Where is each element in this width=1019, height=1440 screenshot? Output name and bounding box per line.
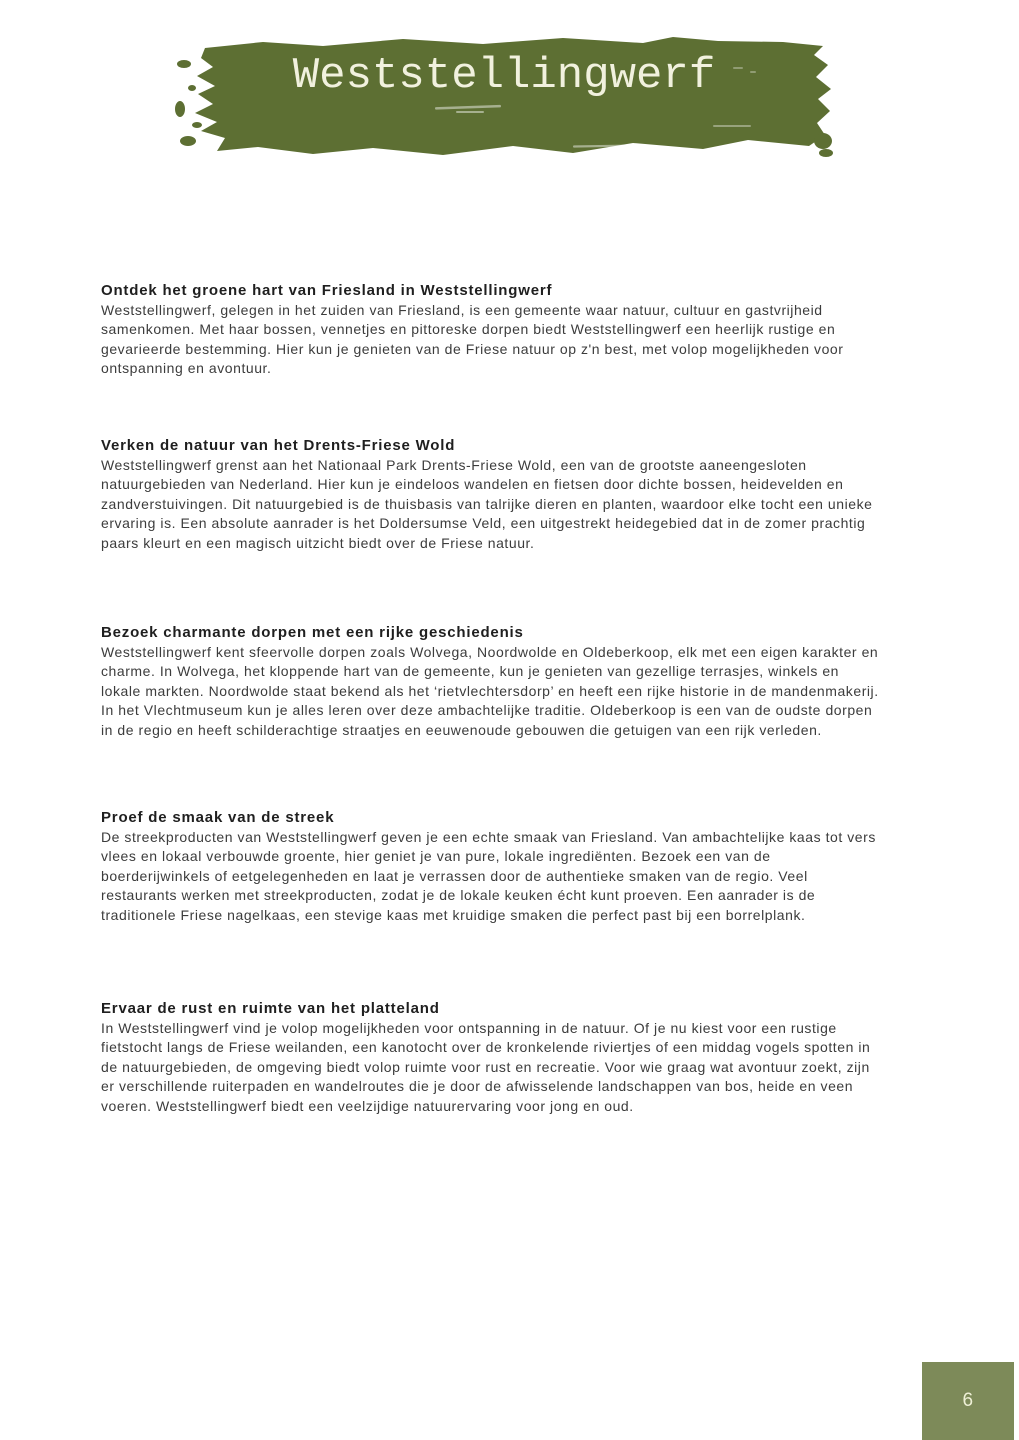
section-heading: Ervaar de rust en ruimte van het platteland bbox=[101, 1000, 440, 1017]
section-platteland bbox=[101, 999, 883, 1116]
section-streekproducten bbox=[101, 808, 883, 925]
page-title: Weststellingwerf bbox=[292, 51, 716, 101]
section-intro bbox=[101, 281, 883, 379]
section-body: Weststellingwerf kent sfeervolle dorpen zoals Wolvega, Noordwolde en Oldeberkoop, elk met een eigen karakter en charme. In Wolvega, het kloppende hart van de gemeente, kun je genieten van gezellige terrasjes, winkels en lokale markten. Noordwolde staat bekend als het ‘rietvlechtersdorp’ en heeft een rijke historie in de mandenmakerij. In het Vlechtmuseum kun je alles leren over deze ambachtelijke traditie. Oldeberkoop is een van de oudste dorpen in de regio en heeft schilderachtige straatjes en eeuwenoude gebouwen die getuigen van een rijk verleden. bbox=[101, 644, 879, 738]
section-natuur bbox=[101, 436, 883, 553]
section-body: De streekproducten van Weststellingwerf geven je een echte smaak van Friesland. Van ambachtelijke kaas tot vers vlees en lokaal verbouwde groente, hier geniet je van pure, lokale ingrediënten. Bezoek een van de boerderijwinkels of eetgelegenheden en laat je verrassen door de authentieke smaken van de regio. Veel restaurants werken met streekproducten, zodat je de lokale keuken écht kunt proeven. Een aanrader is de traditionele Friese nagelkaas, een stevige kaas met kruidige smaken die perfect past bij een borrelplank. bbox=[101, 829, 876, 923]
section-heading: Ontdek het groene hart van Friesland in Weststellingwerf bbox=[101, 282, 553, 299]
section-dorpen bbox=[101, 623, 883, 740]
section-heading: Bezoek charmante dorpen met een rijke geschiedenis bbox=[101, 624, 524, 641]
section-body: In Weststellingwerf vind je volop mogelijkheden voor ontspanning in de natuur. Of je nu kiest voor een rustige fietstocht langs de Friese weilanden, een kanotocht over de kronkelende riviertjes of een middag vogels spotten in de natuurgebieden, de omgeving biedt volop ruimte voor rust en recreatie. Voor wie graag wat avontuur zoekt, zijn er verschillende ruiterpaden en wandelroutes die je door de afwisselende landschappen van bos, heide en veen voeren. Weststellingwerf biedt een veelzijdige natuurervaring voor jong en oud. bbox=[101, 1020, 871, 1114]
brush-stroke-graphic bbox=[173, 33, 835, 165]
section-body: Weststellingwerf grenst aan het Nationaal Park Drents-Friese Wold, een van de grootste aaneengesloten natuurgebieden van Nederland. Hier kun je eindeloos wandelen en fietsen door dichte bossen, heidevelden en zandverstuivingen. Dit natuurgebied is de thuisbasis van talrijke dieren en planten, waardoor elke tocht een unieke ervaring is. Een absolute aanrader is het Doldersumse Veld, een uitgestrekt heidegebied dat in de zomer prachtig paars kleurt en een magisch uitzicht biedt over de Friese natuur. bbox=[101, 457, 873, 551]
section-heading: Verken de natuur van het Drents-Friese Wold bbox=[101, 437, 456, 454]
section-body: Weststellingwerf, gelegen in het zuiden van Friesland, is een gemeente waar natuur, cultuur en gastvrijheid samenkomen. Met haar bossen, vennetjes en pittoreske dorpen biedt Weststellingwerf een heerlijk rustige en gevarieerde bestemming. Hier kun je genieten van de Friese natuur op z'n best, met volop mogelijkheden voor ontspanning en avontuur. bbox=[101, 302, 844, 377]
section-heading: Proef de smaak van de streek bbox=[101, 809, 335, 826]
title-banner bbox=[173, 33, 835, 165]
page-number: 6 bbox=[962, 1390, 974, 1411]
page-number-badge bbox=[922, 1362, 1014, 1440]
